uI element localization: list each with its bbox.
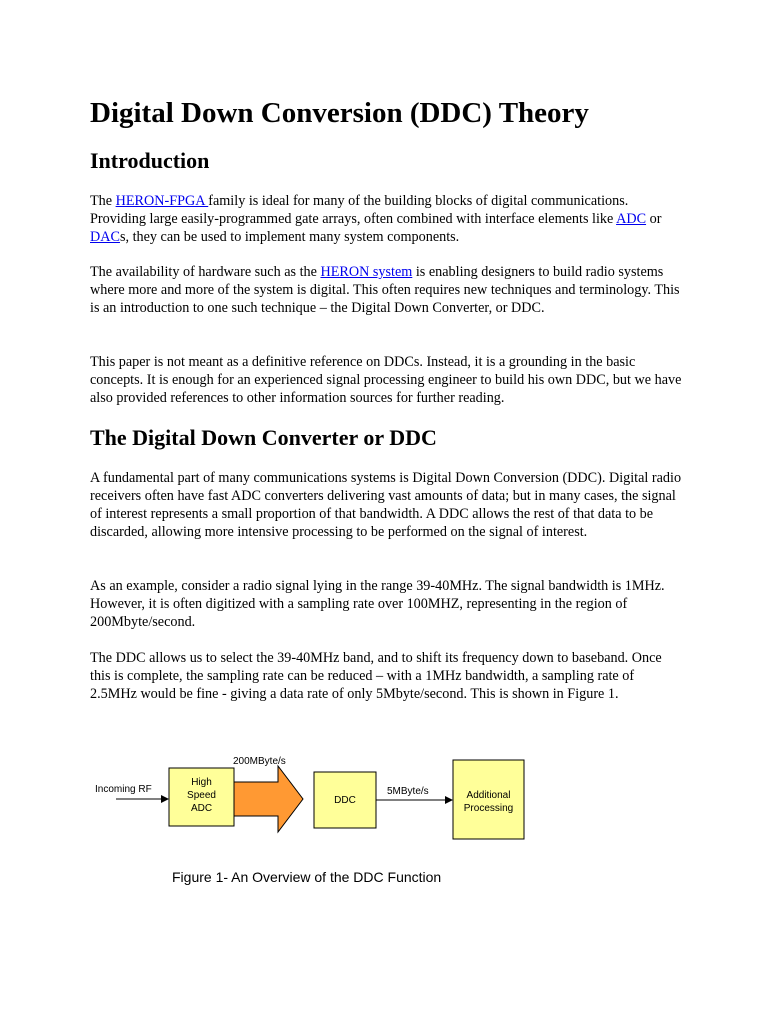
ddc-paragraph-3: The DDC allows us to select the 39-40MHz band, and to shift its frequency down to baseband. Once this is complete, the sampling rate can be reduced – with a 1MHz bandwidth, a sampling rate of 2.5MHz would be fine - giving a data rate of only 5Mbyte/second. This is shown in Figure 1. xyxy=(90,650,662,702)
intro-paragraph-3: This paper is not meant as a definitive reference on DDCs. Instead, it is a grounding in the basic concepts. It is enough for an experienced signal processing engineer to build his own DDC, but we have also provided references to other information sources for further reading. xyxy=(90,354,682,406)
intro-p2-text-2: is enabling designers to build radio systems where more and more of the system is digital. This often requires new techniques and terminology. This is an introduction to one such technique – the Digital Down Converter, or DDC. xyxy=(90,264,680,316)
heading-ddc: The Digital Down Converter or DDC xyxy=(90,425,437,450)
intro-paragraph-2 xyxy=(90,263,682,317)
link-dac[interactable]: DAC xyxy=(90,229,120,245)
intro-p2-text-1: The availability of hardware such as the xyxy=(90,264,321,280)
ddc-block-diagram xyxy=(90,740,682,865)
intro-paragraph-1 xyxy=(90,192,682,246)
ddc-paragraph-1: A fundamental part of many communications systems is Digital Down Conversion (DDC). Digital radio receivers often have fast ADC converters delivering vast amounts of data; but in many cases, the signal of interest represents a small proportion of that bandwidth. A DDC allows the rest of that data to be discarded, allowing more intensive processing to be performed on the signal of interest. xyxy=(90,470,682,540)
intro-p1-text-2: family is ideal for many of the building blocks of digital communications. Providing large easily-programmed gate arrays, often combined with interface elements like xyxy=(90,193,629,227)
figure-1 xyxy=(90,740,682,900)
page-title: Digital Down Conversion (DDC) Theory xyxy=(90,97,589,129)
figure-caption: Figure 1- An Overview of the DDC Function xyxy=(172,869,442,885)
processing-label-line-1: Additional xyxy=(466,790,511,801)
ddc-paragraph-2: As an example, consider a radio signal lying in the range 39-40MHz. The signal bandwidth is 1MHz. However, it is often digitized with a sampling rate over 100MHZ, representing in the region of 200Mbyte/second. xyxy=(90,578,665,630)
adc-label-line-2: Speed xyxy=(187,790,216,801)
processing-label-line-2: Processing xyxy=(463,803,514,814)
link-adc[interactable]: ADC xyxy=(616,211,647,227)
link-heron-system[interactable]: HERON system xyxy=(320,264,413,280)
adc-label-line-3: ADC xyxy=(190,803,213,814)
heading-introduction: Introduction xyxy=(90,148,210,173)
big-arrow-label: 200MByte/s xyxy=(233,756,286,767)
link-heron-fpga[interactable]: HERON-FPGA xyxy=(115,193,209,209)
big-data-arrow xyxy=(234,766,303,832)
adc-label-line-1: High xyxy=(191,777,212,788)
intro-p1-text-3: or xyxy=(646,211,662,227)
intro-p1-text-4: s, they can be used to implement many system components. xyxy=(119,229,460,245)
small-arrow-label: 5MByte/s xyxy=(387,786,429,797)
intro-p1-text-1: The xyxy=(90,193,116,209)
ddc-box-label: DDC xyxy=(334,795,356,806)
incoming-rf-label: Incoming RF xyxy=(95,784,152,795)
